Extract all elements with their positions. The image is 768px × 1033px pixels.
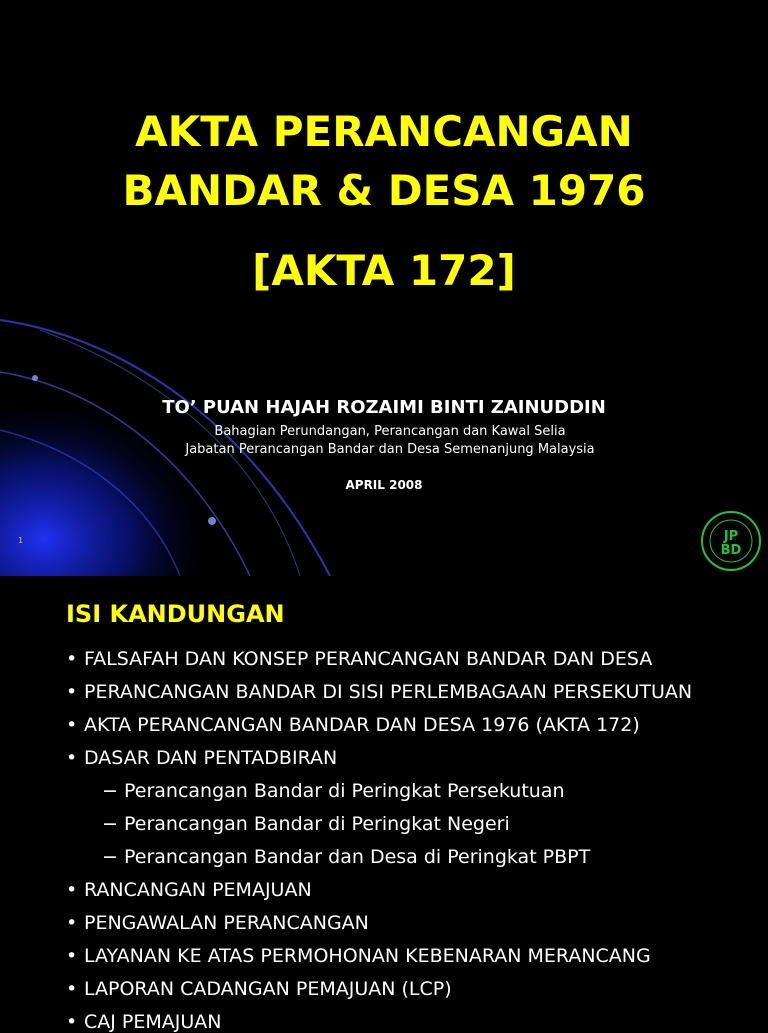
bullet-icon: • xyxy=(66,1011,78,1033)
contents-item xyxy=(66,681,692,703)
contents-item-text: LAPORAN CADANGAN PEMAJUAN (LCP) xyxy=(84,978,452,1000)
contents-item-text: PENGAWALAN PERANCANGAN xyxy=(84,912,369,934)
contents-item xyxy=(66,747,337,769)
contents-item-text: FALSAFAH DAN KONSEP PERANCANGAN BANDAR DAN DESA xyxy=(84,648,653,670)
contents-item-text: DASAR DAN PENTADBIRAN xyxy=(84,747,338,769)
title-act-number: [AKTA 172] xyxy=(252,246,516,295)
contents-item-text: RANCANGAN PEMAJUAN xyxy=(84,879,312,901)
contents-item xyxy=(66,648,652,670)
jpbd-logo xyxy=(700,510,762,572)
svg-text:BD: BD xyxy=(720,543,742,558)
presentation-date: APRIL 2008 xyxy=(345,478,423,492)
dash-icon: − xyxy=(102,846,118,868)
contents-item-text: AKTA PERANCANGAN BANDAR DAN DESA 1976 (AKTA 172) xyxy=(84,714,640,736)
bullet-icon: • xyxy=(66,912,78,934)
contents-item-text: LAYANAN KE ATAS PERMOHONAN KEBENARAN MERANCANG xyxy=(84,945,651,967)
bullet-icon: • xyxy=(66,879,78,901)
title-line-1: AKTA PERANCANGAN xyxy=(135,107,633,156)
contents-item xyxy=(66,912,369,934)
dash-icon: − xyxy=(102,780,118,802)
contents-heading: ISI KANDUNGAN xyxy=(66,600,285,628)
contents-item-text: Perancangan Bandar di Peringkat Persekutuan xyxy=(124,780,565,802)
contents-item-text: PERANCANGAN BANDAR DI SISI PERLEMBAGAAN PERSEKUTUAN xyxy=(84,681,693,703)
bullet-icon: • xyxy=(66,945,78,967)
bullet-icon: • xyxy=(66,648,78,670)
contents-subitem xyxy=(102,846,590,868)
contents-item xyxy=(66,945,651,967)
title-line-2: BANDAR & DESA 1976 xyxy=(122,166,646,215)
contents-subitem xyxy=(102,780,565,802)
contents-item xyxy=(66,1011,221,1033)
author-name: TO’ PUAN HAJAH ROZAIMI BINTI ZAINUDDIN xyxy=(162,397,606,418)
contents-subitem xyxy=(102,813,510,835)
bullet-icon: • xyxy=(66,681,78,703)
slide-number: 1 xyxy=(18,536,24,545)
svg-text:JP: JP xyxy=(723,529,739,544)
bullet-icon: • xyxy=(66,714,78,736)
agency-name: Jabatan Perancangan Bandar dan Desa Semenanjung Malaysia xyxy=(185,442,595,457)
bullet-icon: • xyxy=(66,747,78,769)
bullet-icon: • xyxy=(66,978,78,1000)
department-name: Bahagian Perundangan, Perancangan dan Kawal Selia xyxy=(214,424,566,439)
contents-item xyxy=(66,879,312,901)
contents-item-text: Perancangan Bandar dan Desa di Peringkat PBPT xyxy=(124,846,591,868)
contents-item xyxy=(66,714,640,736)
contents-item-text: Perancangan Bandar di Peringkat Negeri xyxy=(124,813,510,835)
dash-icon: − xyxy=(102,813,118,835)
contents-item xyxy=(66,978,452,1000)
contents-item-text: CAJ PEMAJUAN xyxy=(84,1011,222,1033)
